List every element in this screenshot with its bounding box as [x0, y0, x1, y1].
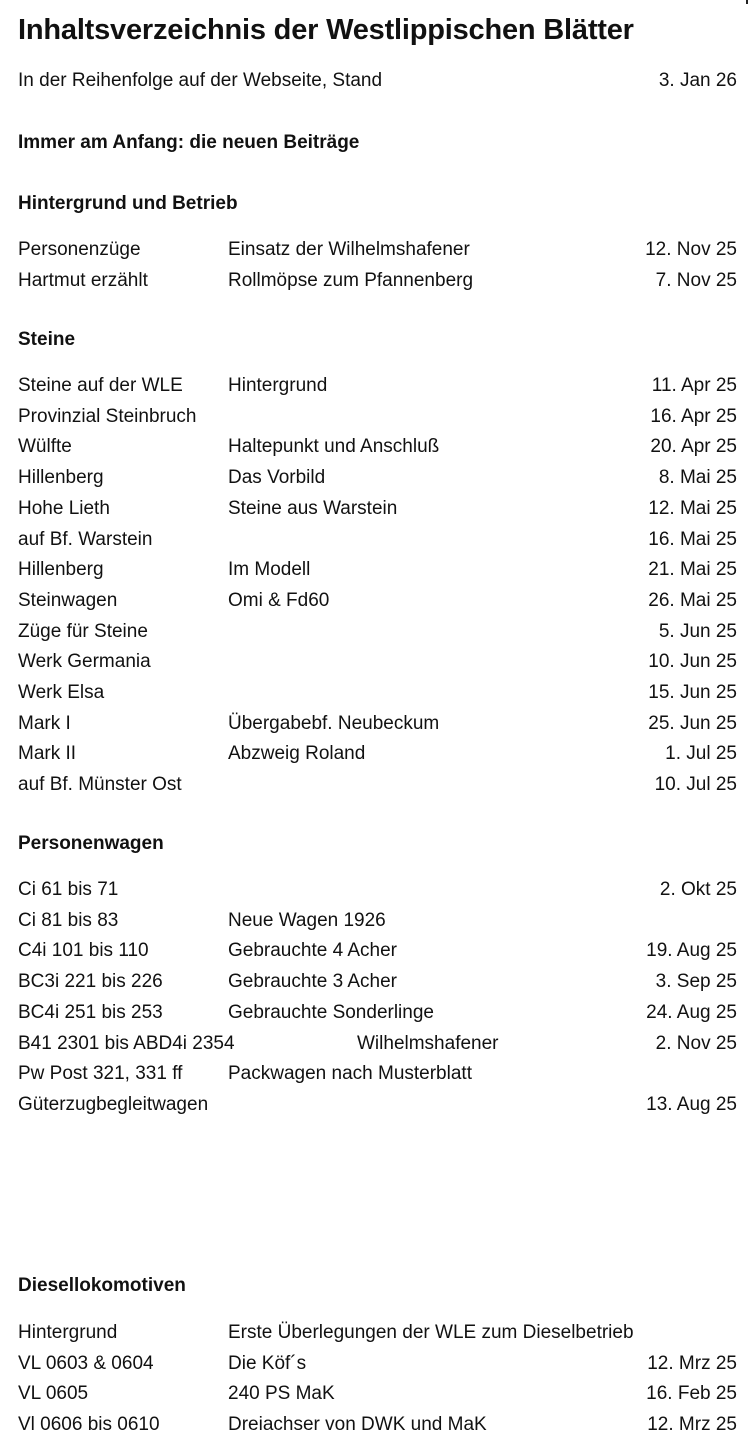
entry-description: Die Köf´s	[228, 1352, 307, 1374]
entry-date: 2. Okt 25	[659, 879, 737, 900]
entry-name: Hohe Lieth	[18, 497, 110, 519]
entry-date: 15. Jun 25	[648, 682, 737, 703]
entry-date: 2. Nov 25	[655, 1032, 737, 1054]
entry-date: 1. Jul 25	[665, 743, 737, 765]
entry-date: 16. Apr 25	[650, 405, 737, 427]
toc-row	[0, 465, 750, 495]
entry-name: Mark I	[18, 712, 71, 734]
toc-row	[0, 711, 750, 741]
section-heading: Steine	[18, 329, 76, 350]
entry-description: Packwagen nach Musterblatt	[228, 1063, 472, 1085]
entry-date: 24. Aug 25	[646, 1001, 737, 1023]
page-title: Inhaltsverzeichnis der Westlippischen Blätter	[18, 14, 634, 46]
entry-name: Hartmut erzählt	[18, 269, 148, 291]
entry-date: 10. Jul 25	[654, 774, 737, 796]
toc-row	[0, 1381, 750, 1411]
entry-name: Hillenberg	[18, 467, 104, 489]
entry-date: 26. Mai 25	[648, 589, 737, 611]
entry-name: Pw Post 321, 331 ff	[18, 1063, 183, 1085]
entry-description: Im Modell	[228, 559, 311, 581]
toc-row	[0, 434, 750, 464]
toc-row	[0, 527, 750, 557]
toc-row	[0, 237, 750, 267]
entry-name: Personenzüge	[18, 239, 141, 260]
entry-description: 240 PS MaK	[228, 1383, 335, 1405]
entry-name: Mark II	[18, 743, 77, 765]
entry-name: Steine auf der WLE	[18, 375, 183, 396]
section-heading: Diesellokomotiven	[18, 1275, 186, 1296]
toc-row	[0, 1000, 750, 1030]
entry-date: 3. Sep 25	[655, 971, 737, 993]
entry-name: Ci 81 bis 83	[18, 909, 119, 931]
toc-row	[0, 1061, 750, 1091]
entry-name: C4i 101 bis 110	[18, 940, 149, 962]
stand-label: In der Reihenfolge auf der Webseite, Stand	[18, 70, 383, 91]
section-heading: Personenwagen	[18, 833, 164, 854]
entry-description: Einsatz der Wilhelmshafener	[228, 239, 470, 260]
entry-name: Steinwagen	[18, 589, 118, 611]
stand-date: 3. Jan 26	[658, 70, 737, 91]
entry-description: Das Vorbild	[228, 467, 326, 489]
entry-date: 12. Mai 25	[648, 497, 737, 519]
toc-row	[0, 649, 750, 679]
toc-row	[0, 1351, 750, 1381]
toc-row	[0, 680, 750, 710]
section-heading: Hintergrund und Betrieb	[18, 193, 238, 214]
entry-name: auf Bf. Münster Ost	[18, 774, 182, 796]
entry-date: 12. Mrz 25	[647, 1414, 737, 1436]
toc-row	[0, 938, 750, 968]
entry-name: Provinzial Steinbruch	[18, 405, 197, 427]
entry-name: Hintergrund	[18, 1322, 118, 1343]
entry-description: Hintergrund	[228, 375, 328, 396]
entry-date: 13. Aug 25	[646, 1093, 737, 1115]
entry-name: Werk Germania	[18, 651, 151, 673]
toc-row	[0, 877, 750, 907]
toc-row	[0, 619, 750, 649]
entry-description: Gebrauchte Sonderlinge	[228, 1001, 434, 1023]
toc-row	[0, 741, 750, 771]
entry-name: Güterzugbegleitwagen	[18, 1093, 209, 1115]
toc-row	[0, 268, 750, 298]
entry-name: Vl 0606 bis 0610	[18, 1414, 160, 1436]
toc-row	[0, 1320, 750, 1350]
entry-name: Züge für Steine	[18, 620, 148, 642]
entry-description: Rollmöpse zum Pfannenberg	[228, 269, 474, 291]
entry-date: 10. Jun 25	[648, 651, 737, 673]
entry-description: Gebrauchte 3 Acher	[228, 971, 397, 993]
entry-date: 8. Mai 25	[658, 467, 737, 489]
entry-description: Steine aus Warstein	[228, 497, 398, 519]
entry-description: Übergabebf. Neubeckum	[228, 712, 440, 734]
entry-name: Ci 61 bis 71	[18, 879, 119, 900]
entry-date: 25. Jun 25	[648, 712, 737, 734]
entry-name: BC3i 221 bis 226	[18, 971, 163, 993]
entry-description: Abzweig Roland	[228, 743, 366, 765]
entry-description: Gebrauchte 4 Acher	[228, 940, 397, 962]
corner-mark	[746, 0, 748, 4]
entry-description: Wilhelmshafener	[357, 1032, 499, 1054]
entry-name: Hillenberg	[18, 559, 104, 581]
toc-row	[0, 908, 750, 938]
entry-date: 12. Mrz 25	[647, 1352, 737, 1374]
toc-row	[0, 772, 750, 802]
entry-date: 16. Feb 25	[646, 1383, 737, 1405]
entry-description: Erste Überlegungen der WLE zum Dieselbetrieb	[228, 1322, 634, 1343]
entry-date: 20. Apr 25	[650, 436, 737, 458]
entry-name: Wülfte	[18, 436, 72, 458]
entry-name: Werk Elsa	[18, 682, 105, 703]
entry-date: 7. Nov 25	[655, 269, 737, 291]
section-heading: Immer am Anfang: die neuen Beiträge	[18, 132, 360, 153]
entry-date: 5. Jun 25	[658, 620, 737, 642]
entry-description: Haltepunkt und Anschluß	[228, 436, 440, 458]
entry-name: B41 2301 bis ABD4i 2354	[18, 1032, 235, 1054]
toc-row	[0, 1412, 750, 1442]
entry-name: VL 0605	[18, 1383, 89, 1405]
toc-row	[0, 1092, 750, 1122]
toc-row	[0, 373, 750, 403]
entry-description: Dreiachser von DWK und MaK	[228, 1414, 487, 1436]
entry-date: 21. Mai 25	[648, 559, 737, 581]
toc-row	[0, 496, 750, 526]
entry-name: VL 0603 & 0604	[18, 1352, 154, 1374]
entry-name: BC4i 251 bis 253	[18, 1001, 163, 1023]
toc-row	[0, 404, 750, 434]
entry-name: auf Bf. Warstein	[18, 528, 153, 550]
toc-row	[0, 1031, 750, 1061]
toc-row	[0, 969, 750, 999]
entry-date: 16. Mai 25	[648, 528, 737, 550]
toc-row	[0, 588, 750, 618]
entry-date: 12. Nov 25	[645, 239, 737, 260]
toc-row	[0, 557, 750, 587]
entry-date: 19. Aug 25	[646, 940, 737, 962]
entry-date: 11. Apr 25	[651, 375, 737, 396]
entry-description: Neue Wagen 1926	[228, 909, 386, 931]
entry-description: Omi & Fd60	[228, 589, 330, 611]
